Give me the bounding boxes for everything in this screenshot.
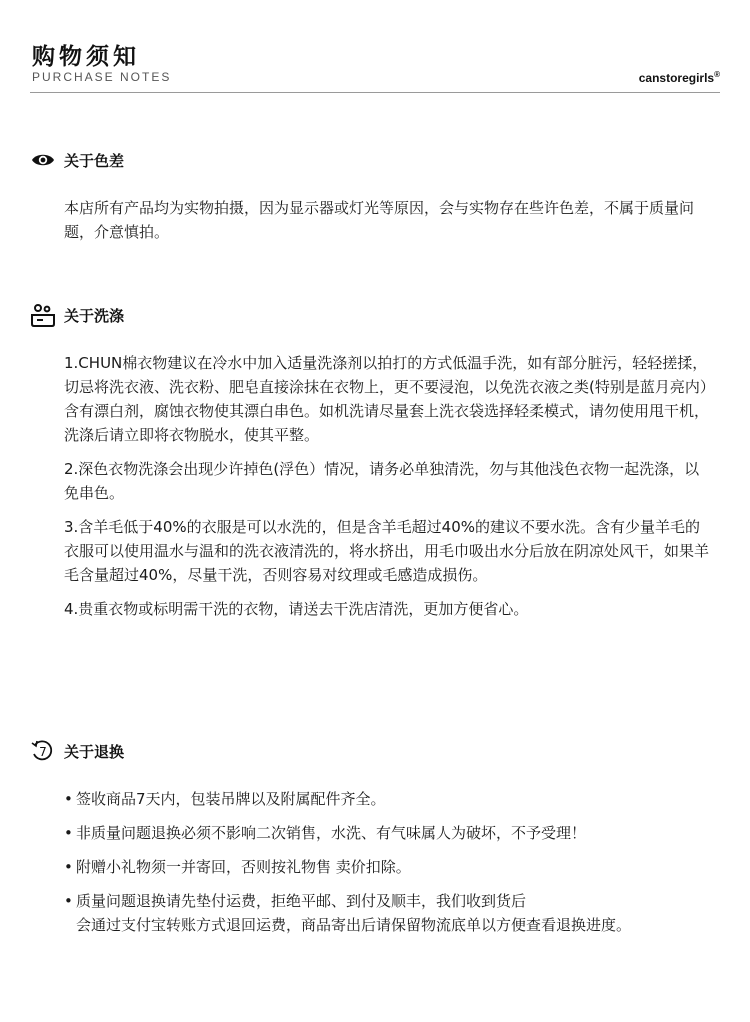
list-item-text: 会通过支付宝转账方式退回运费，商品寄出后请保留物流底单以方便查看退换进度。 (76, 916, 632, 934)
returns-list (30, 787, 720, 937)
brand-name: canstoregirls (638, 71, 715, 85)
section-paragraph: 3.含羊毛低于40%的衣服是可以水洗的，但是含羊毛超过40%的建议不要水洗。含有少量羊毛的衣服可以使用温水与温和的洗衣液清洗的，将水挤出，用毛巾吸出水分后放在阴凉处风干，如果羊毛含量超过40%，尽量干洗，否则容易对纹理或毛感造成损伤。 (64, 518, 710, 584)
page-subtitle: PURCHASE NOTES (32, 70, 172, 84)
section-header (30, 303, 720, 327)
section-returns (30, 739, 720, 947)
list-item-text: • 质量问题退换请先垫付运费，拒绝平邮、到付及顺丰，我们收到货后 (76, 892, 527, 910)
section-paragraph: 1.CHUN棉衣物建议在冷水中加入适量洗涤剂以拍打的方式低温手洗，如有部分脏污，轻轻搓揉，切忌将洗衣液、洗衣粉、肥皂直接涂抹在衣物上，更不要浸泡，以免洗衣液之类(特别是蓝月亮内）含有漂白剂，腐蚀衣物使其漂白串色。如机洗请尽量套上洗衣袋选择轻柔模式，请勿使用甩干机，洗涤后请立即将衣物脱水，使其平整。 (64, 354, 710, 444)
list-item-text: • 附赠小礼物须一并寄回，否则按礼物售 卖价扣除。 (76, 858, 411, 876)
list-item-text: • 签收商品7天内，包装吊牌以及附属配件齐全。 (76, 790, 386, 808)
page-header (30, 34, 720, 93)
washing-icon (30, 304, 56, 326)
section-washing (30, 303, 720, 621)
section-paragraph: 2.深色衣物洗涤会出现少许掉色(浮色）情况，请务必单独清洗，勿与其他浅色衣物一起洗涤，以免串色。 (64, 460, 700, 502)
list-item-text: • 非质量问题退换必须不影响二次销售，水洗、有气味属人为破坏，不予受理！ (76, 824, 587, 842)
seven-day-label: 7 (39, 745, 47, 759)
section-paragraph: 4.贵重衣物或标明需干洗的衣物，请送去干洗店清洗，更加方便省心。 (64, 600, 529, 618)
registered-mark: ® (714, 70, 720, 79)
list-item (64, 855, 720, 879)
seven-day-return-icon (30, 740, 56, 762)
section-title: 关于洗涤 (64, 306, 125, 325)
page-title: 购物须知 (32, 44, 140, 70)
section-header (30, 148, 720, 172)
brand-logo (639, 70, 720, 85)
section-title: 关于色差 (64, 151, 125, 170)
section-color-difference (30, 148, 720, 244)
eye-icon (30, 149, 56, 171)
list-item (64, 821, 720, 845)
section-title: 关于退换 (64, 742, 125, 761)
section-header (30, 739, 720, 763)
list-item (64, 787, 720, 811)
section-paragraph: 本店所有产品均为实物拍摄，因为显示器或灯光等原因，会与实物存在些许色差，不属于质量问题，介意慎拍。 (64, 199, 695, 241)
list-item (64, 889, 720, 937)
